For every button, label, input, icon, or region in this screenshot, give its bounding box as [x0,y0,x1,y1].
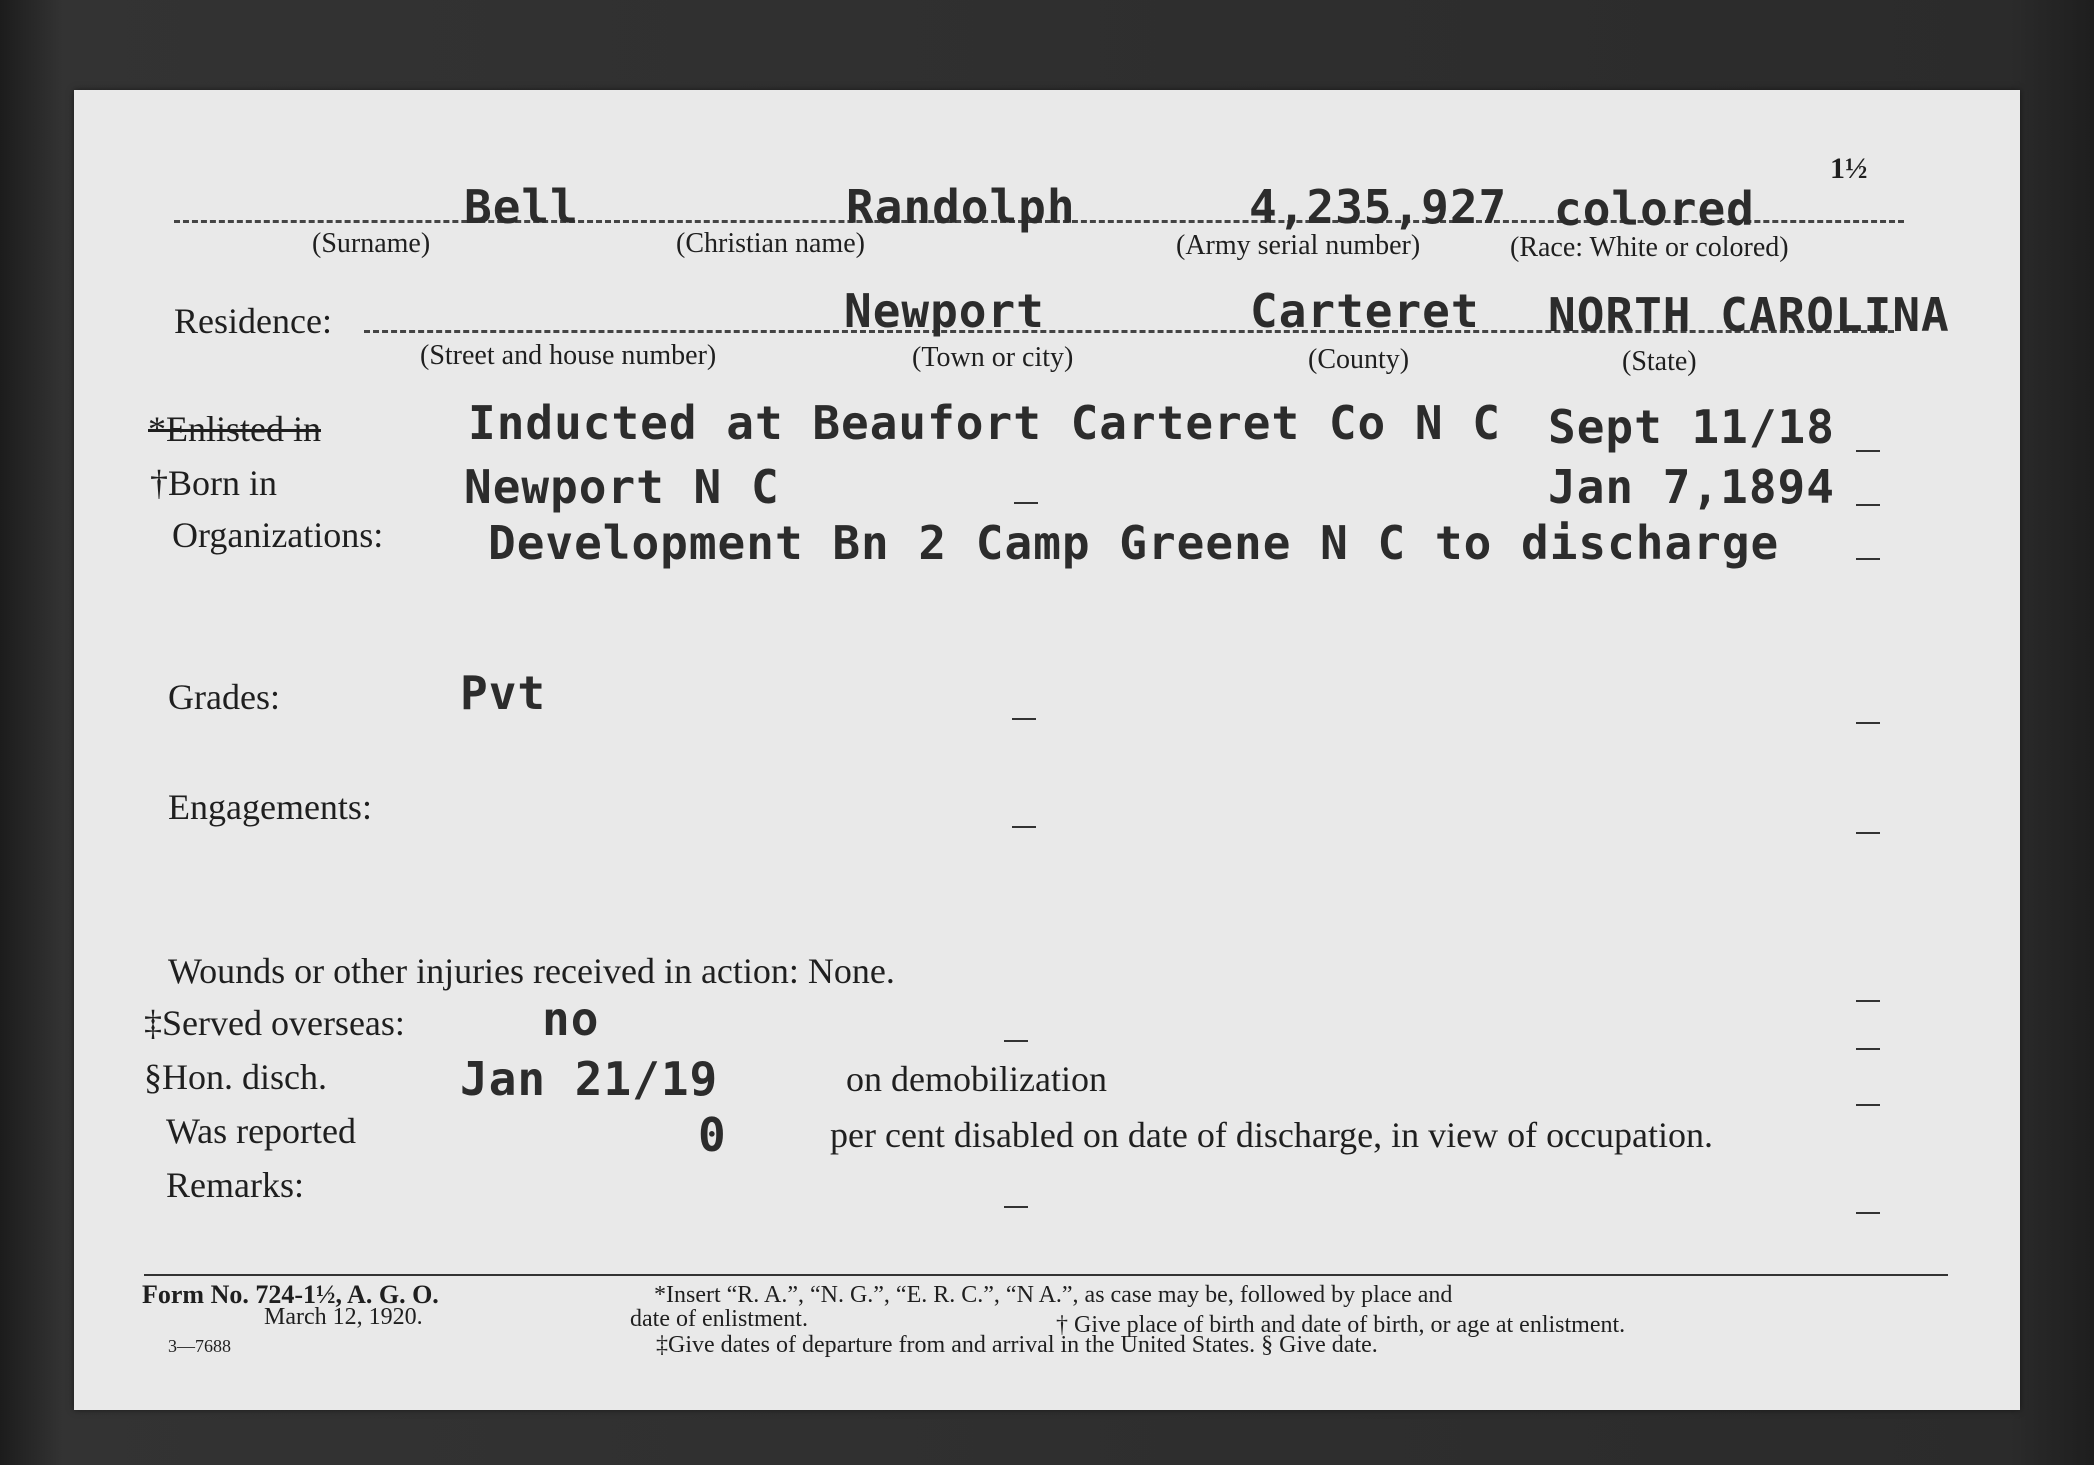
serial-number-value: 4,235,927 [1249,180,1508,234]
state-value: NORTH CAROLINA [1548,288,1950,342]
organizations-value: Development Bn 2 Camp Greene N C to discharge [488,516,1780,570]
born-label: †Born in [150,463,278,503]
born-date: Jan 7,1894 [1548,460,1835,514]
remarks-tick [1856,1212,1880,1214]
surname-value: Bell [464,180,579,234]
disch-text: on demobilization [846,1059,1107,1099]
disch-label: §Hon. disch. [144,1057,327,1097]
organizations-label: Organizations: [172,515,384,555]
overseas-label: ‡Served overseas: [144,1003,405,1043]
residence-label: Residence: [174,301,332,341]
disch-tick [1856,1104,1880,1106]
grades-value: Pvt [460,666,547,720]
race-value: colored [1554,182,1755,236]
christian-name-value: Randolph [846,180,1076,234]
wounds-tick [1856,1000,1880,1002]
reported-value: 0 [698,1108,727,1162]
organizations-tick [1856,558,1880,560]
born-tick [1856,504,1880,506]
enlisted-value: Inducted at Beaufort Carteret Co N C [468,396,1501,450]
grades-tick [1856,722,1880,724]
footer-rule [144,1274,1948,1276]
born-value: Newport N C [464,460,780,514]
christian-name-caption: (Christian name) [676,228,865,259]
race-caption: (Race: White or colored) [1510,232,1789,263]
county-caption: (County) [1308,344,1410,375]
remarks-mid-tick [1004,1206,1028,1208]
form-code: 3—7688 [168,1336,231,1356]
street-caption: (Street and house number) [420,340,717,371]
born-mid-tick [1014,502,1038,504]
reported-text: per cent disabled on date of discharge, in view of occupation. [830,1115,1714,1155]
enlisted-tick [1856,450,1880,452]
footer-note-1: *Insert “R. A.”, “N. G.”, “E. R. C.”, “N A.”, as case may be, followed by place and [654,1282,1453,1308]
county-value: Carteret [1250,284,1480,338]
surname-caption: (Surname) [312,228,431,259]
enlisted-label: *Enlisted in [148,409,321,449]
overseas-tick [1856,1048,1880,1050]
service-record-card [74,90,2020,1410]
wounds-text: Wounds or other injuries received in action: None. [168,951,895,991]
grades-mid-tick [1012,718,1036,720]
grades-label: Grades: [168,677,280,717]
overseas-value: no [542,992,600,1046]
enlisted-date: Sept 11/18 [1548,400,1835,454]
town-value: Newport [844,284,1045,338]
disch-value: Jan 21/19 [460,1052,719,1106]
form-number: Form No. 724-1½, A. G. O. [142,1280,439,1309]
footer-note-2b: † Give place of birth and date of birth, or age at enlistment. [1056,1312,1626,1338]
engagements-tick [1856,832,1880,834]
footer-note-2a: date of enlistment. [630,1306,808,1332]
serial-caption: (Army serial number) [1176,230,1421,261]
remarks-label: Remarks: [166,1165,304,1205]
overseas-mid-tick [1004,1040,1028,1042]
state-caption: (State) [1622,346,1697,377]
town-caption: (Town or city) [912,342,1074,373]
engagements-label: Engagements: [168,787,372,827]
corner-mark: 1½ [1830,152,1868,185]
footer-note-3: ‡Give dates of departure from and arrival in the United States. § Give date. [656,1332,1378,1358]
reported-label: Was reported [166,1111,357,1151]
engagements-mid-tick [1012,826,1036,828]
form-date: March 12, 1920. [264,1304,423,1330]
